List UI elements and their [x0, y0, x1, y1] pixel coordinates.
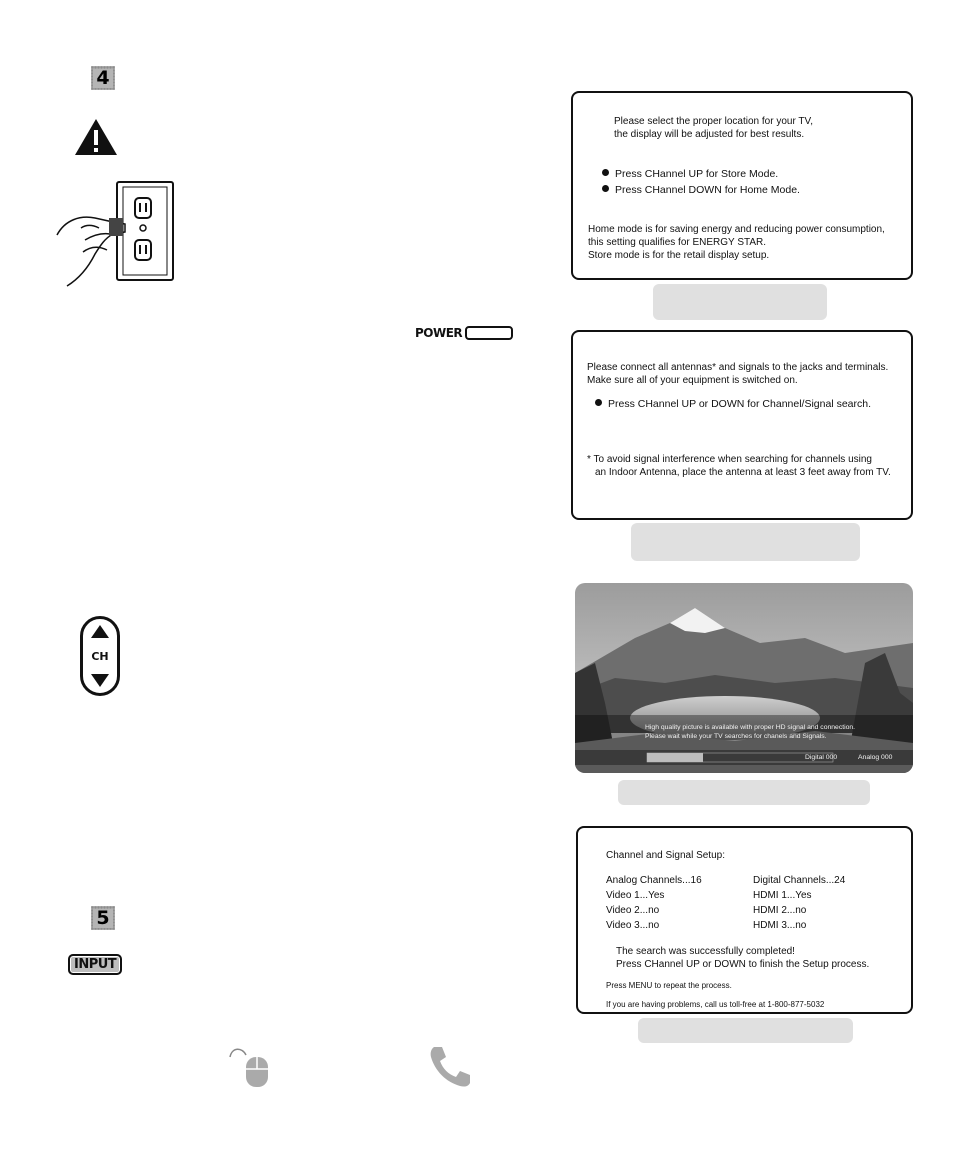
summary-cell: Analog Channels...16: [606, 875, 702, 886]
screen2-line1: Please connect all antennas* and signals to the jacks and terminals.: [587, 362, 889, 373]
help-phone-note: If you are having problems, call us toll-free at 1-800-877-5032: [606, 1000, 825, 1009]
screen1-line2: the display will be adjusted for best results.: [614, 129, 805, 140]
screen1-note2: this setting qualifies for ENERGY STAR.: [588, 237, 767, 248]
analog-count: Analog 000: [858, 754, 893, 761]
overlay-line2: Please wait while your TV searches for chanels and Signals.: [645, 733, 827, 740]
caption-bar-1: [653, 284, 827, 320]
search-complete-message: The search was successfully completed!: [616, 946, 795, 957]
summary-cell: Video 2...no: [606, 905, 660, 916]
digital-count: Digital 000: [805, 754, 838, 761]
step-5-badge: 5: [91, 906, 115, 930]
channel-rocker-graphic: CH: [80, 616, 120, 696]
summary-cell: HDMI 2...no: [753, 905, 807, 916]
screen2-line2: Make sure all of your equipment is switched on.: [587, 375, 798, 386]
home-mode-option: Press CHannel DOWN for Home Mode.: [602, 184, 800, 197]
antenna-setup-screen: [571, 330, 913, 520]
search-progress-bar: [647, 753, 703, 762]
finish-instruction: Press CHannel UP or DOWN to finish the Setup process.: [616, 959, 870, 970]
channel-search-option: Press CHannel UP or DOWN for Channel/Signal search.: [595, 398, 871, 411]
setup-complete-screen: [576, 826, 913, 1014]
summary-cell: Video 1...Yes: [606, 890, 665, 901]
caption-bar-4: [638, 1018, 853, 1043]
phone-icon: [428, 1045, 472, 1089]
screen1-note3: Store mode is for the retail display setup.: [588, 250, 770, 261]
screen2-note2: an Indoor Antenna, place the antenna at least 3 feet away from TV.: [595, 467, 891, 478]
setup-summary-title: Channel and Signal Setup:: [606, 850, 725, 861]
channel-up-icon: [91, 625, 109, 638]
summary-cell: Video 3...no: [606, 920, 660, 931]
screen1-line1: Please select the proper location for your TV,: [614, 116, 814, 127]
mountain-lake-photo: [575, 583, 913, 773]
screen1-note1: Home mode is for saving energy and reducing power consumption,: [588, 224, 885, 235]
menu-repeat-note: Press MENU to repeat the process.: [606, 981, 732, 990]
input-button-graphic: INPUT: [68, 955, 122, 973]
overlay-line1: High quality picture is available with proper HD signal and connection.: [645, 724, 856, 731]
mouse-icon: [228, 1045, 274, 1089]
setup-summary-grid: [606, 874, 896, 932]
power-button-graphic: POWER: [415, 326, 513, 340]
summary-cell: HDMI 1...Yes: [753, 890, 812, 901]
store-mode-option: Press CHannel UP for Store Mode.: [602, 168, 778, 181]
summary-cell: HDMI 3...no: [753, 920, 807, 931]
location-setup-screen: [571, 91, 913, 280]
step-4-badge: 4: [91, 66, 115, 90]
channel-search-screen: [575, 583, 913, 773]
power-key: [465, 326, 513, 340]
summary-cell: Digital Channels...24: [753, 875, 846, 886]
warning-icon: [74, 118, 118, 156]
screen2-note1: * To avoid signal interference when searching for channels using: [587, 454, 872, 465]
outlet-plug-icon: [55, 180, 180, 288]
channel-down-icon: [91, 674, 109, 687]
caption-bar-3: [618, 780, 870, 805]
caption-bar-2: [631, 523, 860, 561]
